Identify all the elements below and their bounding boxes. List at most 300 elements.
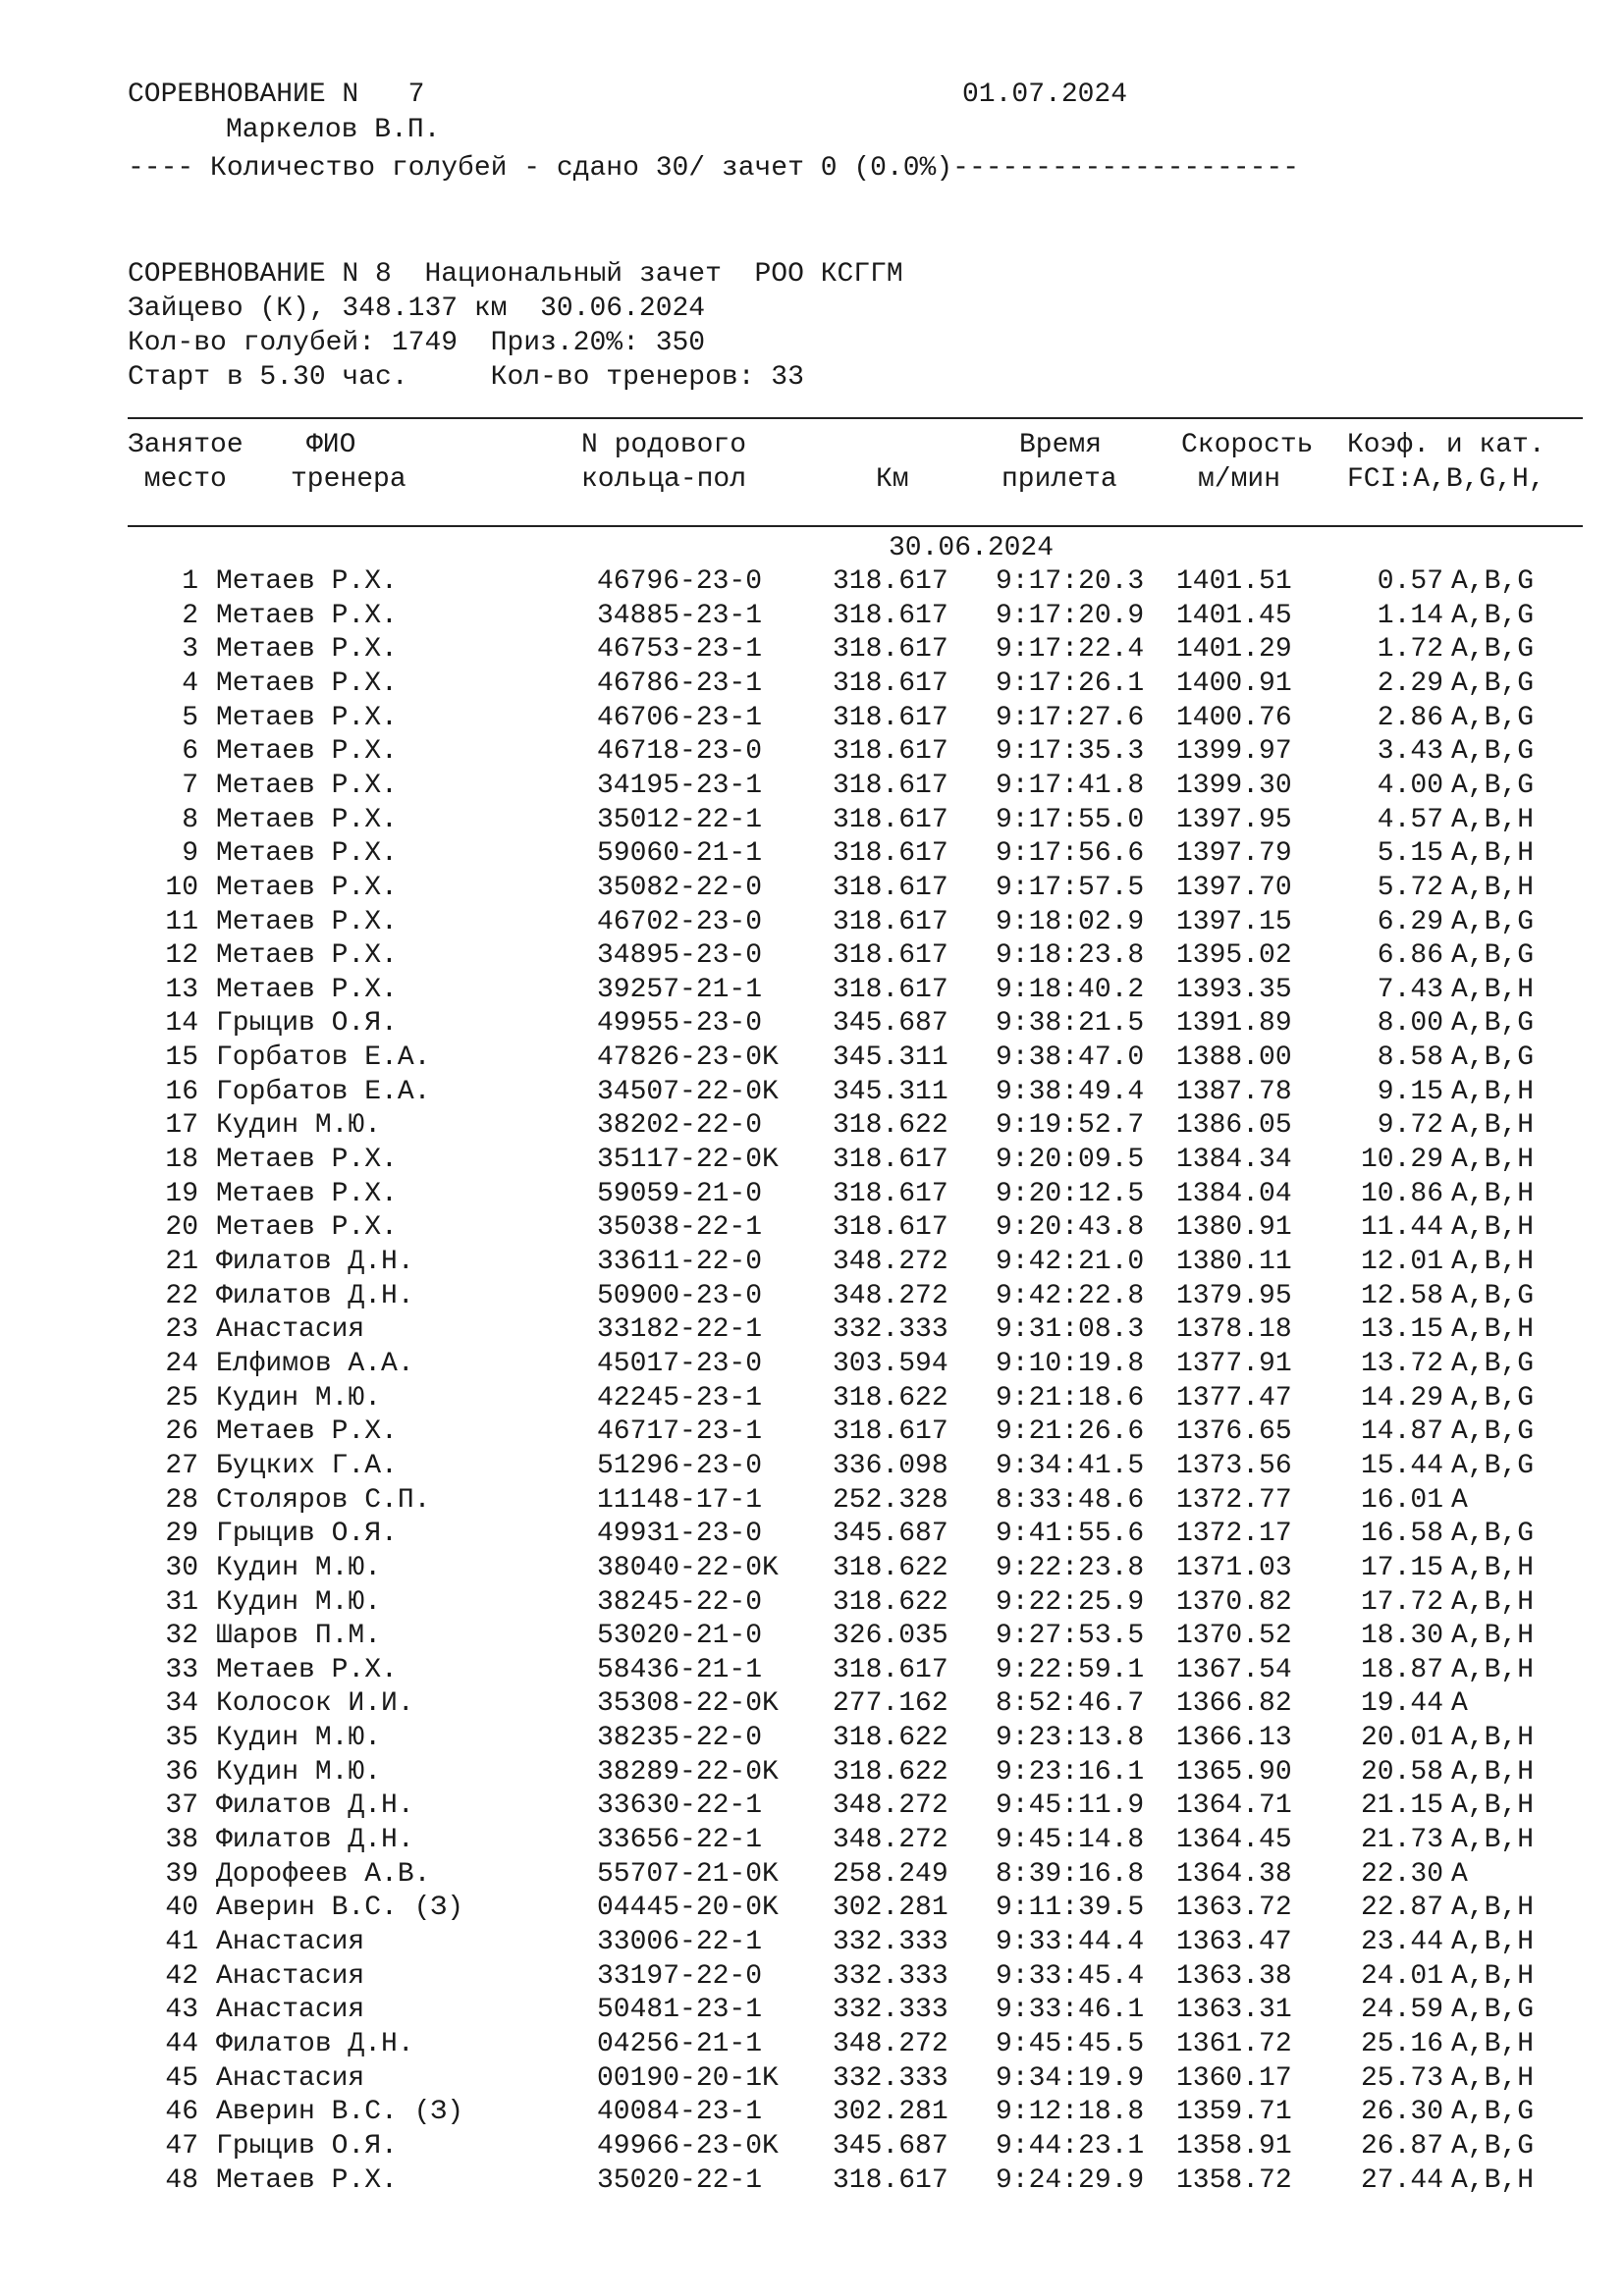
cell-ring: 38202-22-0 [597, 1110, 763, 1142]
cell-place: 29 [165, 1519, 198, 1550]
table-row [0, 1178, 1624, 1211]
cell-place: 32 [165, 1621, 198, 1652]
cell-ring: 50900-23-0 [597, 1280, 763, 1311]
cell-ring: 49966-23-0K [597, 2130, 779, 2162]
cell-place: 45 [165, 2062, 198, 2094]
cell-cat: A,B,H [1451, 2164, 1535, 2196]
cell-time: 9:42:22.8 [996, 1280, 1145, 1311]
cell-cat: A,B,G [1451, 1995, 1535, 2026]
table-row [0, 702, 1624, 735]
cell-name: Метаев Р.Х. [216, 600, 398, 631]
cell-km: 318.617 [833, 1178, 948, 1209]
table-row [0, 1109, 1624, 1143]
cell-coef: 21.15 [1360, 1790, 1443, 1822]
cell-coef: 21.73 [1360, 1825, 1443, 1856]
cell-speed: 1399.30 [1176, 770, 1292, 801]
cell-time: 9:17:55.0 [996, 804, 1145, 835]
cell-coef: 9.15 [1377, 1076, 1443, 1107]
cell-time: 9:17:22.4 [996, 634, 1145, 666]
cell-ring: 04445-20-0K [597, 1893, 779, 1924]
cell-time: 9:23:13.8 [996, 1723, 1145, 1754]
table-header-rule [128, 525, 1583, 527]
cell-name: Анастасия [216, 1960, 365, 1992]
table-row [0, 735, 1624, 769]
cell-time: 9:45:11.9 [996, 1790, 1145, 1822]
cell-time: 9:33:46.1 [996, 1995, 1145, 2026]
cell-time: 9:45:45.5 [996, 2028, 1145, 2059]
cell-place: 46 [165, 2097, 198, 2128]
cell-coef: 23.44 [1360, 1927, 1443, 1957]
cell-cat: A,B,G [1451, 702, 1535, 733]
header-speed-2: м/мин [1198, 464, 1281, 495]
cell-km: 318.622 [833, 1382, 948, 1414]
cell-ring: 46718-23-0 [597, 736, 763, 768]
cell-ring: 33656-22-1 [597, 1825, 763, 1856]
cell-speed: 1399.97 [1176, 736, 1292, 768]
table-row [0, 1654, 1624, 1687]
cell-name: Аверин В.С. (З) [216, 2097, 464, 2128]
table-row [0, 1552, 1624, 1585]
cell-coef: 5.72 [1377, 872, 1443, 903]
cell-km: 332.333 [833, 1960, 948, 1992]
cell-coef: 16.58 [1360, 1519, 1443, 1550]
cell-km: 326.035 [833, 1621, 948, 1652]
cell-place: 28 [165, 1484, 198, 1516]
cell-time: 9:18:23.8 [996, 940, 1145, 972]
table-row [0, 1620, 1624, 1653]
cell-coef: 1.14 [1377, 600, 1443, 631]
cell-km: 318.617 [833, 770, 948, 801]
cell-cat: A,B,G [1451, 770, 1535, 801]
cell-ring: 38040-22-0K [597, 1552, 779, 1583]
cell-ring: 38245-22-0 [597, 1586, 763, 1618]
cell-km: 252.328 [833, 1484, 948, 1516]
cell-time: 9:22:25.9 [996, 1586, 1145, 1618]
cell-ring: 33611-22-0 [597, 1247, 763, 1277]
cell-time: 9:38:47.0 [996, 1042, 1145, 1074]
header-place-2: место [128, 464, 227, 495]
cell-name: Метаев Р.Х. [216, 1416, 398, 1448]
prev-competition-trainer: Маркелов В.П. [226, 115, 441, 145]
table-row [0, 770, 1624, 803]
cell-place: 6 [182, 736, 198, 768]
cell-name: Метаев Р.Х. [216, 1178, 398, 1209]
cell-speed: 1363.31 [1176, 1995, 1292, 2026]
cell-cat: A,B,G [1451, 667, 1535, 699]
table-row [0, 1280, 1624, 1313]
cell-speed: 1366.82 [1176, 1688, 1292, 1720]
header-ring-1: N родового [581, 430, 747, 460]
cell-km: 318.617 [833, 600, 948, 631]
cell-ring: 58436-21-1 [597, 1654, 763, 1685]
cell-place: 43 [165, 1995, 198, 2026]
table-row [0, 1687, 1624, 1721]
cell-cat: A,B,H [1451, 1076, 1535, 1107]
prev-competition-date: 01.07.2024 [962, 80, 1128, 110]
cell-ring: 38235-22-0 [597, 1723, 763, 1754]
cell-name: Кудин М.Ю. [216, 1756, 382, 1788]
cell-time: 9:17:35.3 [996, 736, 1145, 768]
cell-name: Анастасия [216, 1314, 365, 1346]
cell-name: Метаев Р.Х. [216, 2164, 398, 2196]
cell-place: 8 [182, 804, 198, 835]
cell-name: Грыцив О.Я. [216, 2130, 398, 2162]
cell-ring: 33182-22-1 [597, 1314, 763, 1346]
cell-ring: 46717-23-1 [597, 1416, 763, 1448]
cell-ring: 46796-23-0 [597, 566, 763, 597]
cell-speed: 1397.70 [1176, 872, 1292, 903]
cell-coef: 16.01 [1360, 1484, 1443, 1516]
cell-name: Метаев Р.Х. [216, 1212, 398, 1244]
cell-cat: A,B,H [1451, 1960, 1535, 1992]
cell-ring: 35038-22-1 [597, 1212, 763, 1244]
table-row [0, 1722, 1624, 1755]
cell-ring: 45017-23-0 [597, 1348, 763, 1379]
cell-speed: 1367.54 [1176, 1654, 1292, 1685]
prev-competition-summary: ---- Количество голубей - сдано 30/ зачет 0 (0.0%)--------------------- [128, 153, 1299, 184]
cell-coef: 9.72 [1377, 1110, 1443, 1142]
cell-ring: 46702-23-0 [597, 906, 763, 937]
cell-time: 8:39:16.8 [996, 1858, 1145, 1890]
cell-place: 14 [165, 1008, 198, 1040]
cell-name: Метаев Р.Х. [216, 974, 398, 1005]
cell-cat: A,B,H [1451, 1756, 1535, 1788]
cell-cat: A [1451, 1858, 1468, 1890]
cell-place: 4 [182, 667, 198, 699]
cell-time: 9:18:40.2 [996, 974, 1145, 1005]
table-row [0, 1415, 1624, 1449]
header-time-2: прилета [1001, 464, 1117, 495]
cell-ring: 59060-21-1 [597, 838, 763, 870]
cell-time: 9:10:19.8 [996, 1348, 1145, 1379]
cell-km: 318.617 [833, 566, 948, 597]
cell-ring: 33006-22-1 [597, 1927, 763, 1957]
cell-km: 348.272 [833, 2028, 948, 2059]
cell-km: 345.311 [833, 1042, 948, 1074]
cell-place: 35 [165, 1723, 198, 1754]
table-row [0, 1994, 1624, 2027]
cell-speed: 1397.79 [1176, 838, 1292, 870]
cell-cat: A,B,G [1451, 1450, 1535, 1481]
cell-coef: 24.59 [1360, 1995, 1443, 2026]
cell-speed: 1358.72 [1176, 2164, 1292, 2196]
cell-coef: 7.43 [1377, 974, 1443, 1005]
cell-speed: 1380.11 [1176, 1247, 1292, 1277]
cell-speed: 1359.71 [1176, 2097, 1292, 2128]
cell-cat: A,B,H [1451, 1825, 1535, 1856]
cell-ring: 34885-23-1 [597, 600, 763, 631]
cell-ring: 50481-23-1 [597, 1995, 763, 2026]
cell-coef: 2.29 [1377, 667, 1443, 699]
header-time-1: Время [1019, 430, 1103, 460]
cell-km: 318.617 [833, 736, 948, 768]
cell-time: 9:20:12.5 [996, 1178, 1145, 1209]
table-row [0, 1041, 1624, 1075]
cell-cat: A,B,G [1451, 566, 1535, 597]
cell-name: Метаев Р.Х. [216, 566, 398, 597]
cell-place: 23 [165, 1314, 198, 1346]
cell-coef: 17.15 [1360, 1552, 1443, 1583]
cell-coef: 14.29 [1360, 1382, 1443, 1414]
cell-cat: A,B,G [1451, 1519, 1535, 1550]
cell-place: 10 [165, 872, 198, 903]
cell-time: 8:52:46.7 [996, 1688, 1145, 1720]
cell-ring: 49931-23-0 [597, 1519, 763, 1550]
cell-km: 277.162 [833, 1688, 948, 1720]
cell-place: 20 [165, 1212, 198, 1244]
cell-km: 336.098 [833, 1450, 948, 1481]
prev-competition-title: СОРЕВНОВАНИЕ N 7 [128, 80, 425, 110]
header-name-2: тренера [291, 464, 406, 495]
cell-ring: 49955-23-0 [597, 1008, 763, 1040]
table-row [0, 1892, 1624, 1925]
table-row [0, 2028, 1624, 2061]
cell-time: 9:22:59.1 [996, 1654, 1145, 1685]
cell-km: 345.687 [833, 1008, 948, 1040]
cell-time: 9:21:18.6 [996, 1382, 1145, 1414]
cell-cat: A,B,G [1451, 2130, 1535, 2162]
cell-km: 318.617 [833, 1145, 948, 1176]
cell-km: 332.333 [833, 1314, 948, 1346]
table-row [0, 1858, 1624, 1892]
cell-cat: A,B,G [1451, 1416, 1535, 1448]
cell-km: 348.272 [833, 1825, 948, 1856]
cell-km: 318.622 [833, 1552, 948, 1583]
cell-place: 5 [182, 702, 198, 733]
cell-place: 33 [165, 1654, 198, 1685]
cell-place: 27 [165, 1450, 198, 1481]
cell-name: Метаев Р.Х. [216, 667, 398, 699]
cell-coef: 11.44 [1360, 1212, 1443, 1244]
cell-cat: A,B,H [1451, 1621, 1535, 1652]
cell-speed: 1391.89 [1176, 1008, 1292, 1040]
header-name-1: ФИО [306, 430, 356, 460]
cell-name: Анастасия [216, 2062, 365, 2094]
cell-coef: 20.01 [1360, 1723, 1443, 1754]
cell-ring: 34507-22-0K [597, 1076, 779, 1107]
table-row [0, 1789, 1624, 1823]
header-ring-2: кольца-пол [581, 464, 747, 495]
cell-cat: A,B,H [1451, 1723, 1535, 1754]
cell-cat: A,B,H [1451, 1790, 1535, 1822]
table-date-row: 30.06.2024 [889, 533, 1055, 563]
cell-time: 9:17:20.3 [996, 566, 1145, 597]
cell-speed: 1401.29 [1176, 634, 1292, 666]
cell-place: 24 [165, 1348, 198, 1379]
cell-speed: 1373.56 [1176, 1450, 1292, 1481]
cell-place: 26 [165, 1416, 198, 1448]
table-row [0, 906, 1624, 939]
table-row [0, 600, 1624, 633]
cell-speed: 1370.82 [1176, 1586, 1292, 1618]
cell-km: 318.622 [833, 1756, 948, 1788]
cell-place: 7 [182, 770, 198, 801]
table-row [0, 633, 1624, 667]
cell-name: Метаев Р.Х. [216, 872, 398, 903]
cell-ring: 33630-22-1 [597, 1790, 763, 1822]
cell-ring: 42245-23-1 [597, 1382, 763, 1414]
cell-km: 302.281 [833, 2097, 948, 2128]
cell-place: 25 [165, 1382, 198, 1414]
competition-location: Зайцево (К), 348.137 км 30.06.2024 [128, 294, 706, 324]
cell-cat: A,B,G [1451, 1008, 1535, 1040]
cell-cat: A,B,H [1451, 1654, 1535, 1685]
cell-ring: 35308-22-0K [597, 1688, 779, 1720]
cell-place: 37 [165, 1790, 198, 1822]
cell-km: 318.617 [833, 974, 948, 1005]
cell-name: Филатов Д.Н. [216, 1790, 414, 1822]
cell-coef: 12.01 [1360, 1247, 1443, 1277]
cell-name: Елфимов А.А. [216, 1348, 414, 1379]
cell-cat: A [1451, 1484, 1468, 1516]
cell-name: Метаев Р.Х. [216, 906, 398, 937]
cell-ring: 59059-21-0 [597, 1178, 763, 1209]
cell-cat: A,B,H [1451, 1552, 1535, 1583]
cell-time: 9:20:09.5 [996, 1145, 1145, 1176]
cell-place: 41 [165, 1927, 198, 1957]
cell-place: 18 [165, 1145, 198, 1176]
table-row [0, 1518, 1624, 1551]
cell-cat: A,B,H [1451, 1178, 1535, 1209]
cell-cat: A,B,G [1451, 634, 1535, 666]
cell-name: Буцких Г.А. [216, 1450, 398, 1481]
cell-time: 9:11:39.5 [996, 1893, 1145, 1924]
cell-coef: 24.01 [1360, 1960, 1443, 1992]
cell-coef: 26.87 [1360, 2130, 1443, 2162]
table-row [0, 804, 1624, 837]
cell-coef: 14.87 [1360, 1416, 1443, 1448]
cell-km: 332.333 [833, 1927, 948, 1957]
table-row [0, 1824, 1624, 1857]
cell-name: Филатов Д.Н. [216, 1247, 414, 1277]
competition-counts: Кол-во голубей: 1749 Приз.20%: 350 [128, 328, 706, 358]
cell-ring: 11148-17-1 [597, 1484, 763, 1516]
cell-coef: 6.86 [1377, 940, 1443, 972]
table-row [0, 2062, 1624, 2096]
cell-coef: 4.57 [1377, 804, 1443, 835]
cell-speed: 1363.47 [1176, 1927, 1292, 1957]
cell-km: 345.687 [833, 2130, 948, 2162]
cell-speed: 1358.91 [1176, 2130, 1292, 2162]
cell-time: 9:17:41.8 [996, 770, 1145, 801]
cell-cat: A,B,G [1451, 940, 1535, 972]
cell-place: 16 [165, 1076, 198, 1107]
cell-time: 9:21:26.6 [996, 1416, 1145, 1448]
cell-speed: 1397.95 [1176, 804, 1292, 835]
cell-speed: 1387.78 [1176, 1076, 1292, 1107]
cell-time: 9:22:23.8 [996, 1552, 1145, 1583]
cell-ring: 40084-23-1 [597, 2097, 763, 2128]
cell-time: 9:24:29.9 [996, 2164, 1145, 2196]
cell-time: 9:18:02.9 [996, 906, 1145, 937]
cell-cat: A,B,H [1451, 1212, 1535, 1244]
table-row [0, 565, 1624, 599]
cell-speed: 1393.35 [1176, 974, 1292, 1005]
cell-ring: 04256-21-1 [597, 2028, 763, 2059]
cell-place: 39 [165, 1858, 198, 1890]
cell-place: 40 [165, 1893, 198, 1924]
header-coef-2: FCI:A,B,G,H, [1347, 464, 1545, 495]
cell-km: 318.617 [833, 1416, 948, 1448]
cell-coef: 22.87 [1360, 1893, 1443, 1924]
cell-km: 348.272 [833, 1790, 948, 1822]
cell-place: 48 [165, 2164, 198, 2196]
cell-speed: 1360.17 [1176, 2062, 1292, 2094]
cell-cat: A,B,H [1451, 1247, 1535, 1277]
header-place-1: Занятое [128, 430, 244, 460]
cell-place: 15 [165, 1042, 198, 1074]
cell-time: 9:17:26.1 [996, 667, 1145, 699]
cell-km: 318.622 [833, 1110, 948, 1142]
cell-name: Метаев Р.Х. [216, 804, 398, 835]
cell-km: 345.311 [833, 1076, 948, 1107]
cell-km: 332.333 [833, 2062, 948, 2094]
cell-time: 9:33:44.4 [996, 1927, 1145, 1957]
cell-place: 1 [182, 566, 198, 597]
cell-time: 9:38:21.5 [996, 1008, 1145, 1040]
cell-ring: 35020-22-1 [597, 2164, 763, 2196]
cell-name: Шаров П.М. [216, 1621, 382, 1652]
cell-place: 17 [165, 1110, 198, 1142]
cell-speed: 1372.17 [1176, 1519, 1292, 1550]
cell-km: 303.594 [833, 1348, 948, 1379]
cell-name: Дорофеев А.В. [216, 1858, 431, 1890]
cell-ring: 35012-22-1 [597, 804, 763, 835]
cell-time: 9:33:45.4 [996, 1960, 1145, 1992]
cell-km: 318.617 [833, 838, 948, 870]
cell-name: Метаев Р.Х. [216, 1654, 398, 1685]
cell-time: 9:17:27.6 [996, 702, 1145, 733]
cell-coef: 5.15 [1377, 838, 1443, 870]
table-top-rule [128, 417, 1583, 419]
cell-ring: 39257-21-1 [597, 974, 763, 1005]
cell-name: Анастасия [216, 1927, 365, 1957]
table-row [0, 1211, 1624, 1245]
cell-name: Кудин М.Ю. [216, 1552, 382, 1583]
table-row [0, 1007, 1624, 1041]
cell-name: Кудин М.Ю. [216, 1723, 382, 1754]
cell-ring: 34895-23-0 [597, 940, 763, 972]
cell-coef: 8.58 [1377, 1042, 1443, 1074]
cell-speed: 1401.51 [1176, 566, 1292, 597]
cell-name: Грыцив О.Я. [216, 1008, 398, 1040]
cell-ring: 51296-23-0 [597, 1450, 763, 1481]
cell-cat: A,B,H [1451, 838, 1535, 870]
cell-name: Горбатов Е.А. [216, 1076, 431, 1107]
cell-name: Метаев Р.Х. [216, 838, 398, 870]
cell-name: Грыцив О.Я. [216, 1519, 398, 1550]
cell-speed: 1380.91 [1176, 1212, 1292, 1244]
cell-coef: 17.72 [1360, 1586, 1443, 1618]
competition-title: СОРЕВНОВАНИЕ N 8 Национальный зачет РОО КСГГМ [128, 259, 903, 290]
cell-km: 348.272 [833, 1247, 948, 1277]
table-row [0, 1313, 1624, 1347]
table-row [0, 1382, 1624, 1415]
cell-ring: 46786-23-1 [597, 667, 763, 699]
cell-time: 9:41:55.6 [996, 1519, 1145, 1550]
cell-place: 11 [165, 906, 198, 937]
cell-coef: 27.44 [1360, 2164, 1443, 2196]
cell-coef: 18.30 [1360, 1621, 1443, 1652]
cell-coef: 13.72 [1360, 1348, 1443, 1379]
cell-place: 21 [165, 1247, 198, 1277]
cell-time: 9:20:43.8 [996, 1212, 1145, 1244]
cell-name: Метаев Р.Х. [216, 940, 398, 972]
cell-speed: 1377.91 [1176, 1348, 1292, 1379]
cell-name: Анастасия [216, 1995, 365, 2026]
cell-cat: A,B,H [1451, 974, 1535, 1005]
cell-place: 22 [165, 1280, 198, 1311]
